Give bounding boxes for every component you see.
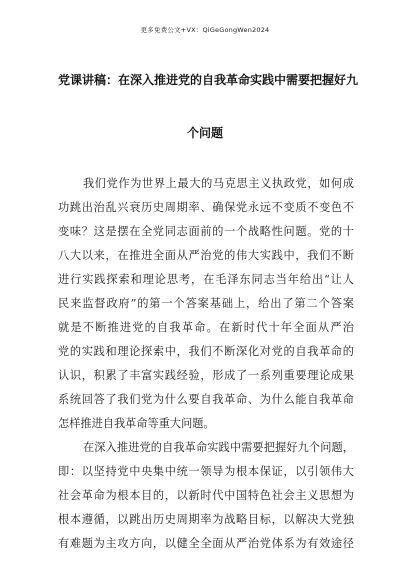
paragraph-2-line-4: 根本遵循，以跳出历史周期率为战略目标，以解决大党独: [58, 513, 354, 526]
paragraph-1-line-6: 民来监督政府”的第一个答案基础上，给出了第二个答案: [58, 297, 354, 310]
paragraph-2-line-3: 社会革命为根本目的，以新时代中国特色社会主义思想为: [58, 489, 354, 502]
paragraph-1-line-2: 功跳出治乱兴衰历史周期率、确保党永远不变质不变色不: [58, 201, 354, 214]
document-title-line-2: 个问题: [186, 126, 223, 140]
paragraph-1-line-4: 八大以来，在推进全面从严治党的伟大实践中，我们不断: [58, 249, 354, 262]
paragraph-1-line-7: 就是不断推进党的自我革命。在新时代十年全面从严治: [58, 321, 354, 334]
document-title-line-1: 党课讲稿：在深入推进党的自我革命实践中需要把握好九: [58, 73, 359, 87]
header-note: 更多免费公文+VX：QiGeGongWen2024: [140, 26, 270, 34]
paragraph-2-line-5: 有难题为主攻方向，以健全全面从严治党体系为有效途径: [58, 537, 354, 550]
paragraph-1-line-3: 变味？这是摆在全党同志面前的一个战略性问题。党的十: [58, 225, 354, 238]
paragraph-2-line-2: 即：以坚持党中央集中统一领导为根本保证，以引领伟大: [58, 465, 354, 478]
paragraph-1-line-8: 党的实践和理论探索中，我们不断深化对党的自我革命的: [58, 345, 354, 358]
paragraph-1-line-11: 怎样推进自我革命等重大问题。: [58, 417, 215, 430]
paragraph-1-line-5: 进行实践探索和理论思考，在毛泽东同志当年给出“让人: [58, 273, 354, 286]
paragraph-1-line-9: 认识，积累了丰富实践经验，形成了一系列重要理论成果: [58, 369, 354, 382]
paragraph-1-line-10: 系统回答了我们党为什么要自我革命、为什么能自我革命: [58, 393, 354, 406]
paragraph-2-line-1: 在深入推进党的自我革命实践中需要把握好九个问题，: [83, 441, 354, 454]
paragraph-1-line-1: 我们党作为世界上最大的马克思主义执政党，如何成: [83, 177, 354, 190]
